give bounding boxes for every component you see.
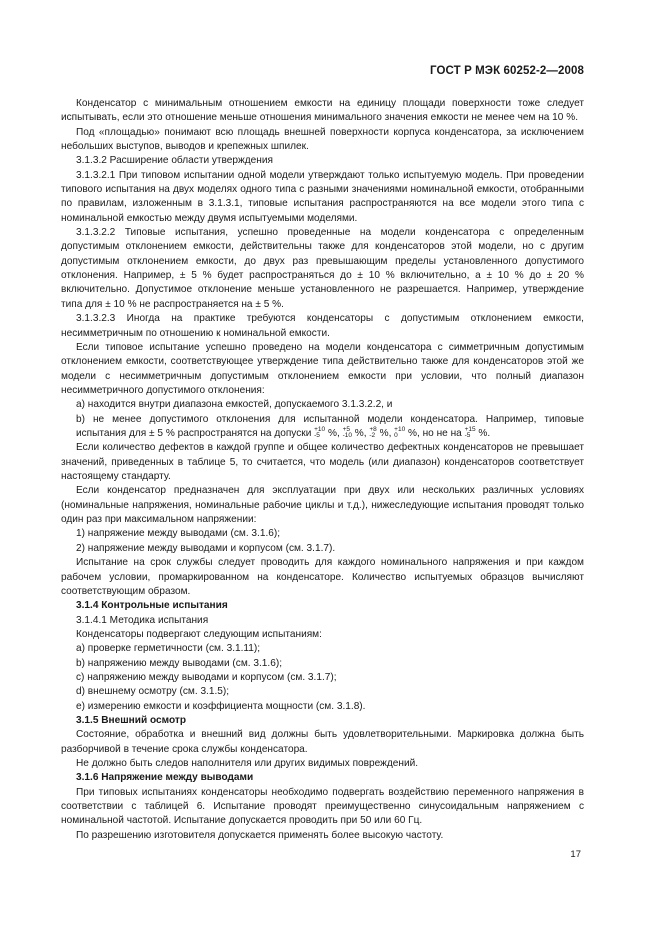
tolerance-upper: +5 xyxy=(342,425,350,433)
tolerance-upper: +15 xyxy=(464,425,476,433)
list-item: 1) напряжение между выводами (см. 3.1.6); xyxy=(76,528,281,540)
tolerance-lower: -2 xyxy=(369,432,376,440)
text-run: % xyxy=(351,428,364,440)
paragraph: По разрешению изготовителя допускается применять более высокую частоту. xyxy=(76,829,444,841)
paragraph: Если количество дефектов в каждой группе и общее количество дефектных конденсаторов не превышает значений, приведенных в таблице 5, то считается, что модель (или диапазон) конденсаторов соответствует настоящему стандарту. xyxy=(61,442,584,483)
paragraph: Если типовое испытание успешно проведено на модели конденсатора с симметричным допустимым отклонением емкости, соответствующее утверждение типа действительно также для конденсаторов этой же модели c несимметричным допустимым отклонением емкости при условии, что полный диапазон несимметричного допустимого отклонения: xyxy=(61,341,584,396)
tolerance-upper: +10 xyxy=(314,425,326,433)
list-item: 2) напряжение между выводами и корпусом (см. 3.1.7). xyxy=(76,542,336,554)
tolerance-lower: -5 xyxy=(314,432,320,440)
text-run: , xyxy=(363,428,370,440)
tolerance-lower: 0 xyxy=(394,432,398,440)
paragraph: 3.1.3.2.1 При типовом испытании одной модели утверждают только испытуемую модель. При проведении типового испытания на двух моделях одного типа с разными значениями номинальной емкости, отобранными по правилам, изложенным в 3.1.3.1, типовые испытания распространяются на все модели этого типа с номинальной емкостью между двумя испытуемыми моделями. xyxy=(61,169,584,224)
tolerance-upper: +10 xyxy=(394,425,406,433)
page-header: ГОСТ Р МЭК 60252-2—2008 xyxy=(430,65,584,77)
paragraph: Состояние, обработка и внешний вид должны быть удовлетворительными. Маркировка должна быть разборчивой в течение срока службы конденсатора. xyxy=(61,729,584,755)
paragraph: 3.1.4.1 Методика испытания xyxy=(76,614,209,626)
text-run: , xyxy=(336,428,343,440)
page-number: 17 xyxy=(570,849,581,860)
paragraph: Конденсатор с минимальным отношением емкости на единицу площади поверхности тоже следует испытывать, если это отношение меньше отношения минимального значения емкости не менее чем на 10 %. xyxy=(61,98,584,124)
paragraph-group-2 xyxy=(61,441,584,843)
list-item: c) напряжению между выводами и корпусом (см. 3.1.7); xyxy=(76,671,337,683)
list-item: e) измерению емкости и коэффициента мощности (см. 3.1.8). xyxy=(76,700,366,712)
paragraph: 3.1.3.2.2 Типовые испытания, успешно проведенные на модели конденсатора c определенным допустимым отклонением емкости, действительны также для конденсаторов этой модели, но c другим допустимым отклонением емкости, до двух раз превышающим пределы установленного допустимого отклонения. Например, ± 5 % будет распространяться до ± 10 % включительно, а ± 10 % до ± 20 % включительно. Допустимое отклонение меньше установленного не разрешается. Например, утверждение типа для ± 10 % не распространяется на ± 5 %. xyxy=(61,227,584,310)
text-run: , xyxy=(388,428,395,440)
tolerance-lower: -5 xyxy=(464,432,471,440)
document-body xyxy=(61,97,584,843)
list-item: d) внешнему осмотру (см. 3.1.5); xyxy=(76,686,230,698)
paragraph: Не должно быть следов наполнителя или других видимых повреждений. xyxy=(76,757,419,769)
list-item: a) находится внутри диапазона емкостей, допускаемого 3.1.3.2.2, и xyxy=(76,399,393,411)
list-item: a) проверке герметичности (см. 3.1.11); xyxy=(76,643,261,655)
tolerance-upper: +8 xyxy=(369,425,377,433)
tolerance-value xyxy=(369,427,376,440)
section-heading: 3.1.5 Внешний осмотр xyxy=(76,714,186,726)
paragraph-group-1 xyxy=(61,97,584,413)
tolerance-value xyxy=(314,427,325,440)
list-item: b) напряжению между выводами (см. 3.1.6); xyxy=(76,657,282,669)
paragraph: Конденсаторы подвергают следующим испытаниям: xyxy=(76,628,322,640)
section-heading: 3.1.4 Контрольные испытания xyxy=(76,600,228,612)
tolerance-lower: -10 xyxy=(342,432,352,440)
tolerance-paragraph xyxy=(61,413,584,442)
paragraph: Если конденсатор предназначен для эксплуатации при двух или нескольких различных условиях (номинальные напряжения, номинальные рабочие циклы и т.д.), нижеследующие испытания проводят только один раз при максимальном напряжении: xyxy=(61,485,584,526)
paragraph: Испытание на срок службы следует проводить для каждого номинального напряжения и при каждом рабочем условии, промаркированном на конденсаторе. Количество испытуемых образцов вычисляют соответствующим образом. xyxy=(61,557,584,597)
paragraph: Под «площадью» понимают всю площадь внешней поверхности корпуса конденсатора, за исключением небольших выступов, выводов и крепежных шпилек. xyxy=(61,126,584,153)
text-run: %. xyxy=(475,428,491,440)
text-run: , но не на xyxy=(416,428,465,440)
text-run: % xyxy=(325,428,337,440)
paragraph: 3.1.3.2.3 Иногда на практике требуются конденсаторы с допустимым отклонением емкости, несимметричным по отношению к номинальной емкости. xyxy=(61,313,584,339)
text-run: % xyxy=(405,428,417,440)
tolerance-value xyxy=(465,427,476,440)
paragraph: При типовых испытаниях конденсаторы необходимо подвергать воздействию переменного напряжения в соответствии с таблицей 6. Испытание проводят преимущественно синусоидальным напряжением с номинальной частотой. Испытание допускается проводить при 50 или 60 Гц. xyxy=(61,786,584,827)
text-run: % xyxy=(376,428,389,440)
paragraph: 3.1.3.2 Расширение области утверждения xyxy=(76,155,273,167)
text-run: b) не менее допустимого отклонения для испытанной модели конденсатора. Например, типовые испытания для ± 5 % распространятся на допуски xyxy=(76,413,584,440)
tolerance-value xyxy=(394,427,405,440)
tolerance-value xyxy=(343,427,352,440)
section-heading: 3.1.6 Напряжение между выводами xyxy=(76,772,254,784)
